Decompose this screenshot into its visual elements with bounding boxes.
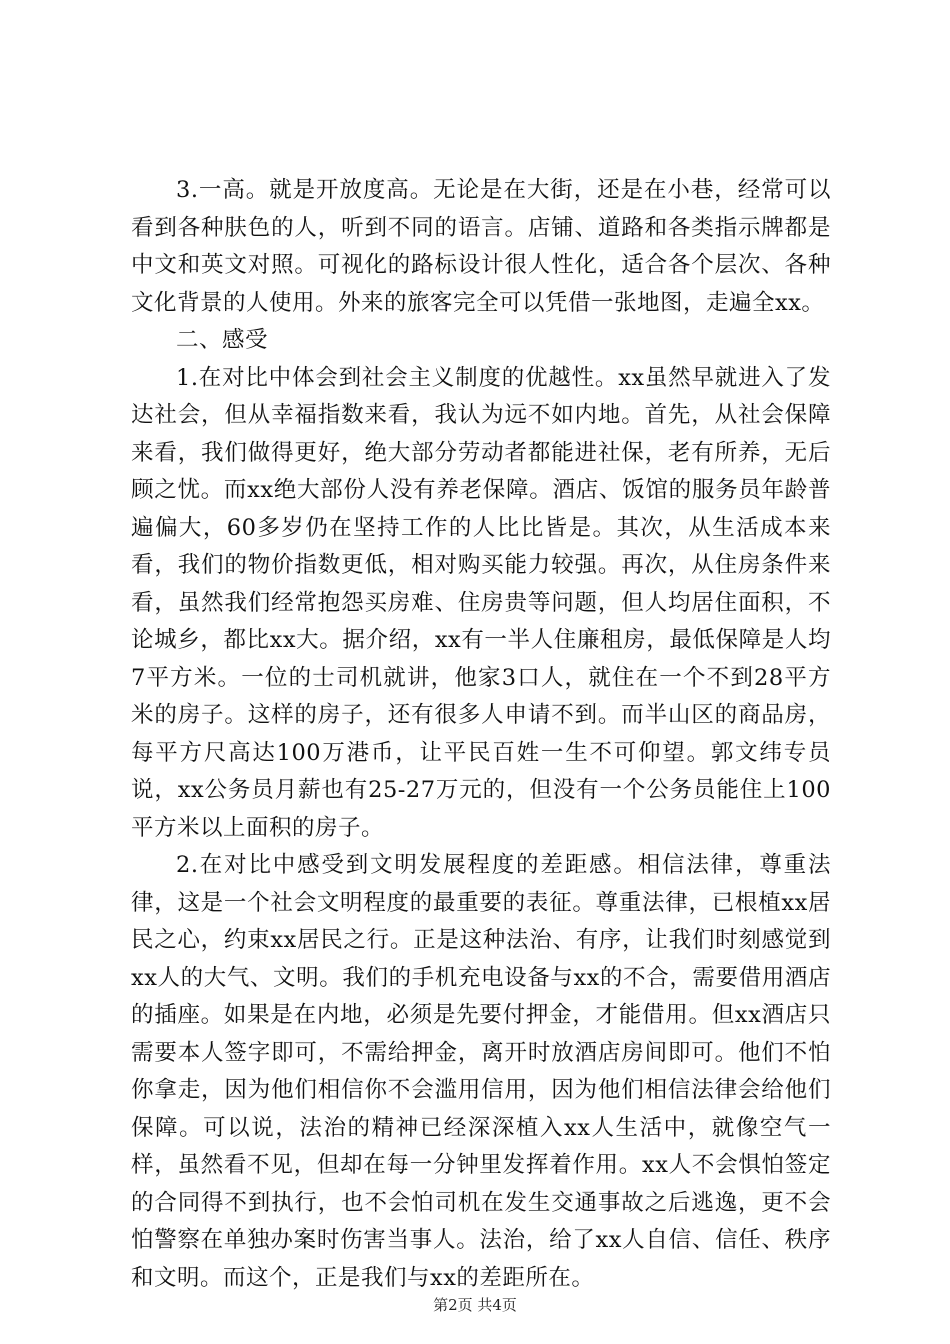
paragraph-point-1-system-advantage: 1.在对比中体会到社会主义制度的优越性。xx虽然早就进入了发达社会，但从幸福指数来看，我认为远不如内地。首先，从社会保障来看，我们做得更好，绝大部分劳动者都能进社保，老有所养，无后顾之忧。而xx绝大部份人没有养老保障。酒店、饭馆的服务员年龄普遍偏大，60多岁仍在坚持工作的人比比皆是。其次，从生活成本来看，我们的物价指数更低，相对购买能力较强。再次，从住房条件来看，虽然我们经常抱怨买房难、住房贵等问题，但人均居住面积，不论城乡，都比xx大。据介绍，xx有一半人住廉租房，最低保障是人均7平方米。一位的士司机就讲，他家3口人，就住在一个不到28平方米的房子。这样的房子，还有很多人申请不到。而半山区的商品房，每平方尺高达100万港币，让平民百姓一生不可仰望。郭文纬专员说，xx公务员月薪也有25-27万元的，但没有一个公务员能住上100平方米以上面积的房子。 <box>131 364 831 841</box>
paragraph-point-3-openness: 3.一高。就是开放度高。无论是在大街，还是在小巷，经常可以看到各种肤色的人，听到不同的语言。店铺、道路和各类指示牌都是中文和英文对照。可视化的路标设计很人性化，适合各个层次、各种文化背景的人使用。外来的旅客完全可以凭借一张地图，走遍全xx。 <box>131 177 831 316</box>
section-heading-feelings: 二、感受 <box>176 327 269 353</box>
paragraph-point-2-civilization-gap: 2.在对比中感受到文明发展程度的差距感。相信法律，尊重法律，这是一个社会文明程度的最重要的表征。尊重法律，已根植xx居民之心，约束xx居民之行。正是这种法治、有序，让我们时刻感觉到xx人的大气、文明。我们的手机充电设备与xx的不合，需要借用酒店的插座。如果是在内地，必须是先要付押金，才能借用。但xx酒店只需要本人签字即可，不需给押金，离开时放酒店房间即可。他们不怕你拿走，因为他们相信你不会滥用信用，因为他们相信法律会给他们保障。可以说，法治的精神已经深深植入xx人生活中，就像空气一样，虽然看不见，但却在每一分钟里发挥着作用。xx人不会惧怕签定的合同得不到执行，也不会怕司机在发生交通事故之后逃逸，更不会怕警察在单独办案时伤害当事人。法治，给了xx人自信、信任、秩序和文明。而这个，正是我们与xx的差距所在。 <box>131 852 831 1291</box>
page-number-footer: 第2页 共4页 <box>433 1296 517 1314</box>
document-body <box>131 172 831 1297</box>
